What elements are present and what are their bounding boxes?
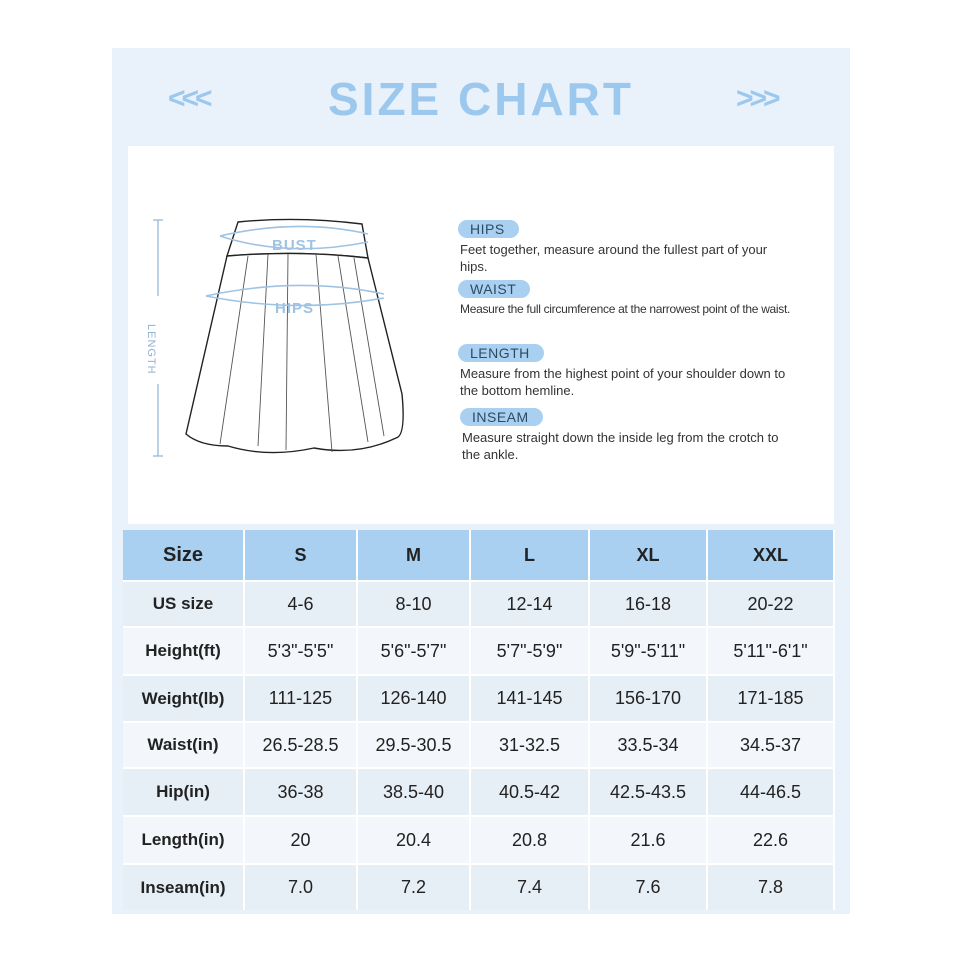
definition-term: LENGTH: [458, 344, 544, 362]
definition-length: [458, 344, 798, 399]
table-cell: 7.0: [244, 864, 357, 910]
table-row: [123, 675, 834, 722]
size-table: [123, 530, 835, 910]
row-label: Waist(in): [123, 722, 244, 768]
table-cell: 12-14: [470, 581, 589, 627]
table-cell: 5'3"-5'5": [244, 627, 357, 675]
table-cell: 16-18: [589, 581, 707, 627]
row-label: Length(in): [123, 816, 244, 864]
table-cell: 7.4: [470, 864, 589, 910]
table-cell: 20.8: [470, 816, 589, 864]
row-label: Inseam(in): [123, 864, 244, 910]
definition-text: Measure straight down the inside leg from the crotch to the ankle.: [462, 430, 779, 462]
table-cell: 26.5-28.5: [244, 722, 357, 768]
table-cell: 156-170: [589, 675, 707, 722]
table-cell: 44-46.5: [707, 768, 834, 816]
table-cell: 126-140: [357, 675, 470, 722]
page-title: SIZE CHART: [328, 73, 634, 125]
table-cell: 20-22: [707, 581, 834, 627]
bust-label: BUST: [272, 237, 317, 254]
header: [112, 48, 850, 148]
table-cell: 4-6: [244, 581, 357, 627]
table-cell: 7.6: [589, 864, 707, 910]
table-row: [123, 627, 834, 675]
definition-term: WAIST: [458, 280, 530, 298]
definition-hips: [458, 220, 798, 275]
header-cell: XL: [589, 530, 707, 581]
table-cell: 171-185: [707, 675, 834, 722]
table-row: [123, 864, 834, 910]
skirt-diagram: [128, 146, 834, 524]
table-cell: 5'7"-5'9": [470, 627, 589, 675]
table-row: [123, 816, 834, 864]
table-cell: 42.5-43.5: [589, 768, 707, 816]
table-cell: 141-145: [470, 675, 589, 722]
table-cell: 22.6: [707, 816, 834, 864]
table-cell: 20: [244, 816, 357, 864]
definition-text: Measure the full circumference at the narrowest point of the waist.: [460, 302, 791, 316]
table-cell: 31-32.5: [470, 722, 589, 768]
table-cell: 38.5-40: [357, 768, 470, 816]
left-arrows-icon: <<<: [168, 82, 209, 115]
table-cell: 7.2: [357, 864, 470, 910]
table-cell: 33.5-34: [589, 722, 707, 768]
definition-inseam: [460, 408, 800, 463]
table-cell: 7.8: [707, 864, 834, 910]
table-row: [123, 722, 834, 768]
table-cell: 8-10: [357, 581, 470, 627]
table-row: [123, 768, 834, 816]
header-cell: M: [357, 530, 470, 581]
table-cell: 20.4: [357, 816, 470, 864]
table-cell: 5'11"-6'1": [707, 627, 834, 675]
table-cell: 36-38: [244, 768, 357, 816]
table-cell: 111-125: [244, 675, 357, 722]
header-cell: XXL: [707, 530, 834, 581]
diagram-panel: [128, 146, 834, 524]
header-cell: Size: [123, 530, 244, 581]
header-cell: L: [470, 530, 589, 581]
definition-term: HIPS: [458, 220, 519, 238]
row-label: Hip(in): [123, 768, 244, 816]
row-label: Height(ft): [123, 627, 244, 675]
table-cell: 21.6: [589, 816, 707, 864]
definition-term: INSEAM: [460, 408, 543, 426]
table-cell: 29.5-30.5: [357, 722, 470, 768]
definition-waist: [458, 280, 798, 318]
hips-label: HIPS: [275, 300, 315, 317]
table-cell: 5'6"-5'7": [357, 627, 470, 675]
table-row: [123, 581, 834, 627]
table-cell: 34.5-37: [707, 722, 834, 768]
length-label: LENGTH: [145, 324, 157, 375]
table-cell: 5'9"-5'11": [589, 627, 707, 675]
row-label: Weight(lb): [123, 675, 244, 722]
row-label: US size: [123, 581, 244, 627]
definition-text: Measure from the highest point of your shoulder down to the bottom hemline.: [460, 366, 786, 398]
definition-text: Feet together, measure around the fullest part of your hips.: [460, 242, 768, 274]
right-arrows-icon: >>>: [736, 82, 777, 115]
skirt-outline: [186, 219, 403, 452]
table-header-row: [123, 530, 834, 581]
header-cell: S: [244, 530, 357, 581]
size-chart-card: [112, 48, 850, 914]
table-cell: 40.5-42: [470, 768, 589, 816]
